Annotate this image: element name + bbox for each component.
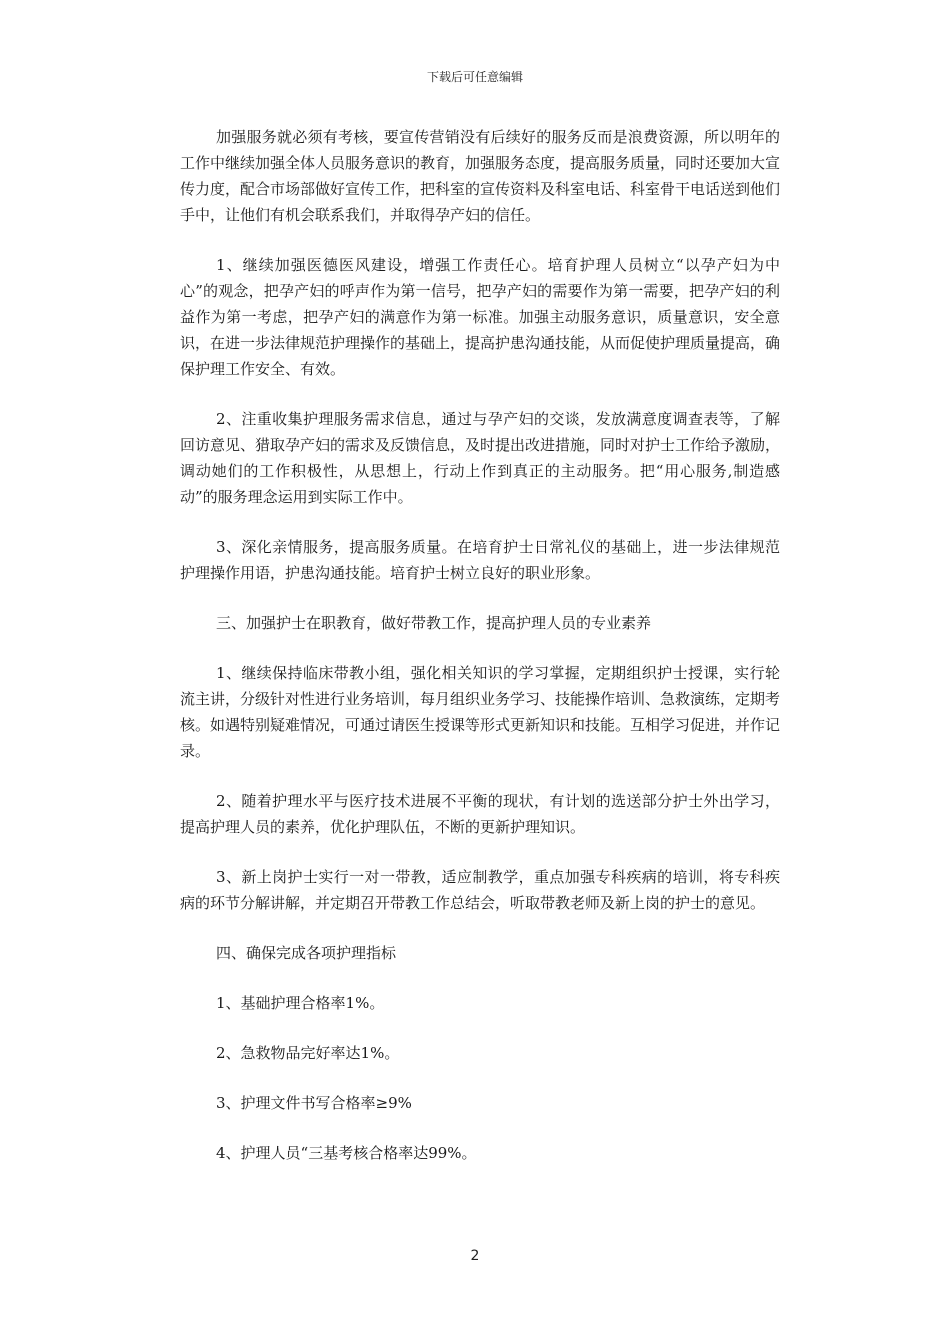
section-heading-indicators: 四、确保完成各项护理指标 (216, 944, 397, 962)
page-header: 下载后可任意编辑 (426, 70, 523, 84)
indicator-item-2: 2、急救物品完好率达1%。 (216, 1044, 400, 1062)
paragraph-education-3: 3、新上岗护士实行一对一带教，适应制教学，重点加强专科疾病的培训，将专科疾病的环节分解讲解，并定期召开带教工作总结会，听取带教老师及新上岗的护士的意见。 (180, 868, 780, 912)
document-body (180, 124, 780, 1190)
paragraph-service-assessment: 加强服务就必须有考核，要宣传营销没有后续好的服务反而是浪费资源，所以明年的工作中继续加强全体人员服务意识的教育，加强服务态度，提高服务质量，同时还要加大宣传力度，配合市场部做好宣传工作，把科室的宣传资料及科室电话、科室骨干电话送到他们手中，让他们有机会联系我们，并取得孕产妇的信任。 (180, 128, 781, 224)
paragraph-item-1-ethics: 1、继续加强医德医风建设，增强工作责任心。培育护理人员树立“以孕产妇为中心”的观念，把孕产妇的呼声作为第一信号，把孕产妇的需要作为第一需要，把孕产妇的利益作为第一考虑，把孕产妇的满意作为第一标准。加强主动服务意识，质量意识，安全意识，在进一步法律规范护理操作的基础上，提高护患沟通技能，从而促使护理质量提高，确保护理工作安全、有效。 (180, 256, 781, 378)
section-heading-education: 三、加强护士在职教育，做好带教工作，提高护理人员的专业素养 (216, 614, 652, 632)
paragraph-education-2: 2、随着护理水平与医疗技术进展不平衡的现状，有计划的选送部分护士外出学习，提高护理人员的素养，优化护理队伍，不断的更新护理知识。 (180, 792, 780, 836)
indicator-item-4: 4、护理人员“三基考核合格率达99%。 (216, 1144, 477, 1162)
indicator-item-3: 3、护理文件书写合格率≥9% (216, 1094, 412, 1112)
paragraph-item-3-service: 3、深化亲情服务，提高服务质量。在培育护士日常礼仪的基础上，进一步法律规范护理操作用语，护患沟通技能。培育护士树立良好的职业形象。 (180, 538, 780, 582)
paragraph-education-1: 1、继续保持临床带教小组，强化相关知识的学习掌握，定期组织护士授课，实行轮流主讲，分级针对性进行业务培训，每月组织业务学习、技能操作培训、急救演练，定期考核。如遇特别疑难情况，可通过请医生授课等形式更新知识和技能。互相学习促进，并作记录。 (180, 664, 781, 760)
indicator-item-1: 1、基础护理合格率1%。 (216, 994, 385, 1012)
page-number: 2 (470, 1248, 480, 1264)
paragraph-item-2-feedback: 2、注重收集护理服务需求信息，通过与孕产妇的交谈，发放满意度调查表等，了解回访意见、猎取孕产妇的需求及反馈信息，及时提出改进措施，同时对护士工作给予激励，调动她们的工作积极性，从思想上，行动上作到真正的主动服务。把“用心服务,制造感动”的服务理念运用到实际工作中。 (180, 410, 781, 506)
